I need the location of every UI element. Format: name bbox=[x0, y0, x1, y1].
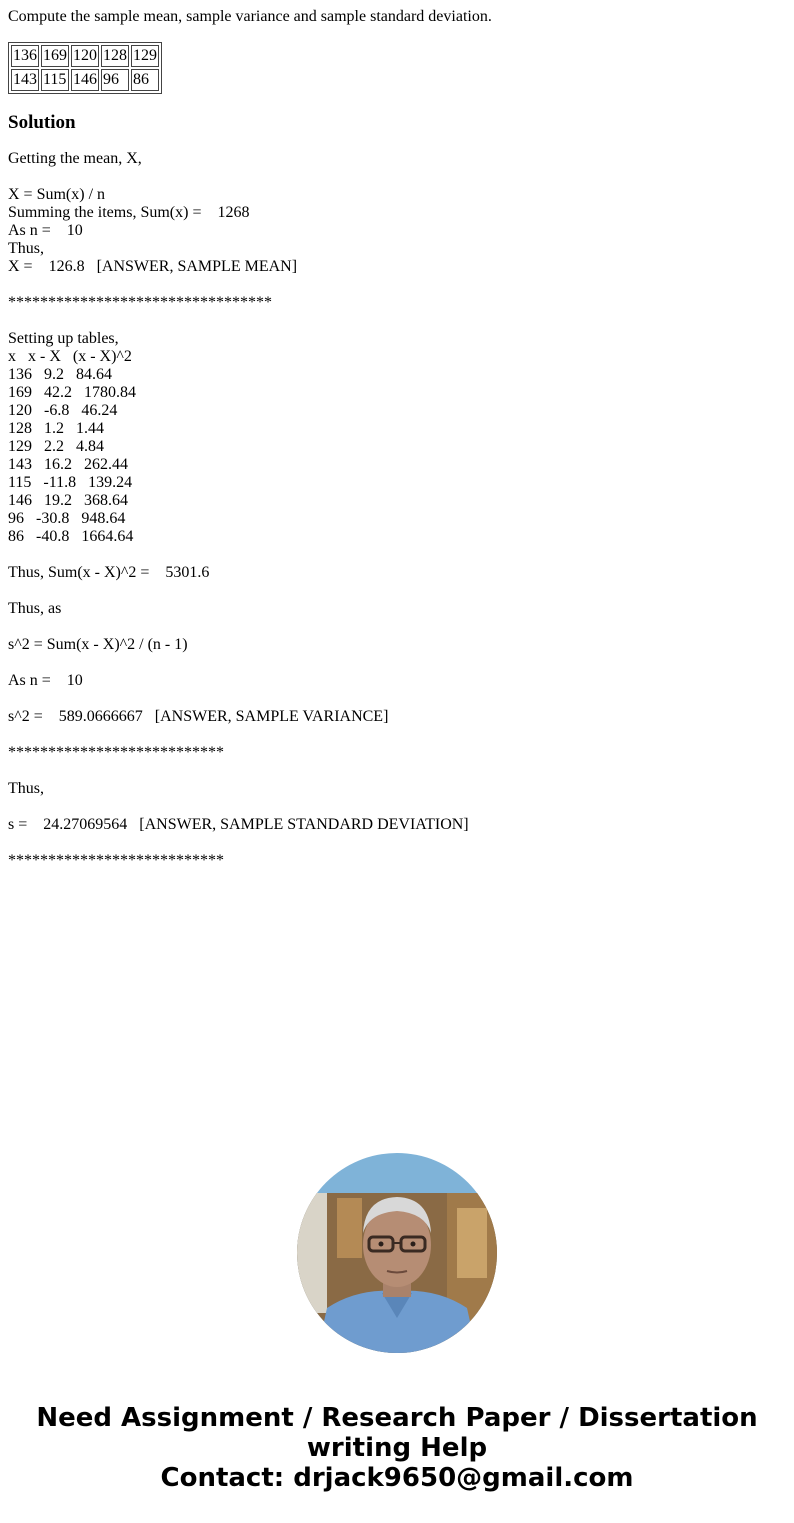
table-line: 136 9.2 84.64 bbox=[8, 366, 112, 383]
data-table bbox=[8, 42, 162, 94]
table-cell: 129 bbox=[131, 45, 159, 67]
table-cell: 143 bbox=[11, 69, 39, 91]
separator-block bbox=[8, 852, 786, 870]
promo-banner bbox=[0, 1403, 794, 1493]
mean-formula: X = Sum(x) / n bbox=[8, 186, 106, 203]
table-line: x x - X (x - X)^2 bbox=[8, 348, 132, 365]
table-line: 143 16.2 262.44 bbox=[8, 456, 128, 473]
table-cell: 146 bbox=[71, 69, 99, 91]
sum-squares: Thus, Sum(x - X)^2 = 5301.6 bbox=[8, 564, 210, 581]
mean-calculation bbox=[8, 186, 786, 276]
table-row bbox=[11, 69, 159, 91]
separator-block bbox=[8, 744, 786, 762]
separator: *************************** bbox=[8, 744, 224, 761]
table-cell: 136 bbox=[11, 45, 39, 67]
variance-answer: s^2 = 589.0666667 [ANSWER, SAMPLE VARIANCE] bbox=[8, 708, 389, 725]
thus-block bbox=[8, 780, 786, 798]
table-line: 96 -30.8 948.64 bbox=[8, 510, 126, 527]
sum-line: Summing the items, Sum(x) = 1268 bbox=[8, 204, 250, 221]
table-line: 115 -11.8 139.24 bbox=[8, 474, 133, 491]
sd-answer-block bbox=[8, 816, 786, 834]
question-text: Compute the sample mean, sample variance and sample standard deviation. bbox=[8, 8, 492, 25]
table-line: 129 2.2 4.84 bbox=[8, 438, 104, 455]
mean-intro-block bbox=[8, 150, 786, 168]
table-cell: 115 bbox=[41, 69, 69, 91]
thus-text: Thus, bbox=[8, 240, 44, 257]
variance-formula: s^2 = Sum(x - X)^2 / (n - 1) bbox=[8, 636, 188, 653]
table-row bbox=[11, 45, 159, 67]
table-line: 86 -40.8 1664.64 bbox=[8, 528, 134, 545]
table-cell: 96 bbox=[101, 69, 129, 91]
mean-intro: Getting the mean, X, bbox=[8, 150, 142, 167]
table-cell: 120 bbox=[71, 45, 99, 67]
thus-as: Thus, as bbox=[8, 600, 62, 617]
table-line: 146 19.2 368.64 bbox=[8, 492, 128, 509]
deviation-table bbox=[8, 330, 786, 546]
variance-formula-block bbox=[8, 636, 786, 654]
sum-squares-block bbox=[8, 564, 786, 582]
table-line: 128 1.2 1.44 bbox=[8, 420, 104, 437]
n-line-block bbox=[8, 672, 786, 690]
table-cell: 128 bbox=[101, 45, 129, 67]
table-cell: 169 bbox=[41, 45, 69, 67]
separator-block bbox=[8, 294, 786, 312]
promo-contact: Contact: drjack9650@gmail.com bbox=[160, 1463, 634, 1493]
separator: *************************** bbox=[8, 852, 224, 869]
mean-answer: X = 126.8 [ANSWER, SAMPLE MEAN] bbox=[8, 258, 298, 275]
n-line: As n = 10 bbox=[8, 222, 83, 239]
n-line: As n = 10 bbox=[8, 672, 83, 689]
tables-intro: Setting up tables, bbox=[8, 330, 119, 347]
solution-heading: Solution bbox=[8, 112, 76, 133]
sd-answer: s = 24.27069564 [ANSWER, SAMPLE STANDARD DEVIATION] bbox=[8, 816, 469, 833]
table-cell: 86 bbox=[131, 69, 159, 91]
thus-as-block bbox=[8, 600, 786, 618]
person-portrait-icon bbox=[297, 1153, 497, 1353]
thus-text: Thus, bbox=[8, 780, 44, 797]
separator: ********************************* bbox=[8, 294, 272, 311]
avatar bbox=[297, 1153, 497, 1353]
table-line: 169 42.2 1780.84 bbox=[8, 384, 136, 401]
promo-line: writing Help bbox=[306, 1433, 488, 1463]
table-line: 120 -6.8 46.24 bbox=[8, 402, 118, 419]
variance-answer-block bbox=[8, 708, 786, 726]
promo-line: Need Assignment / Research Paper / Dissertation bbox=[36, 1403, 758, 1433]
